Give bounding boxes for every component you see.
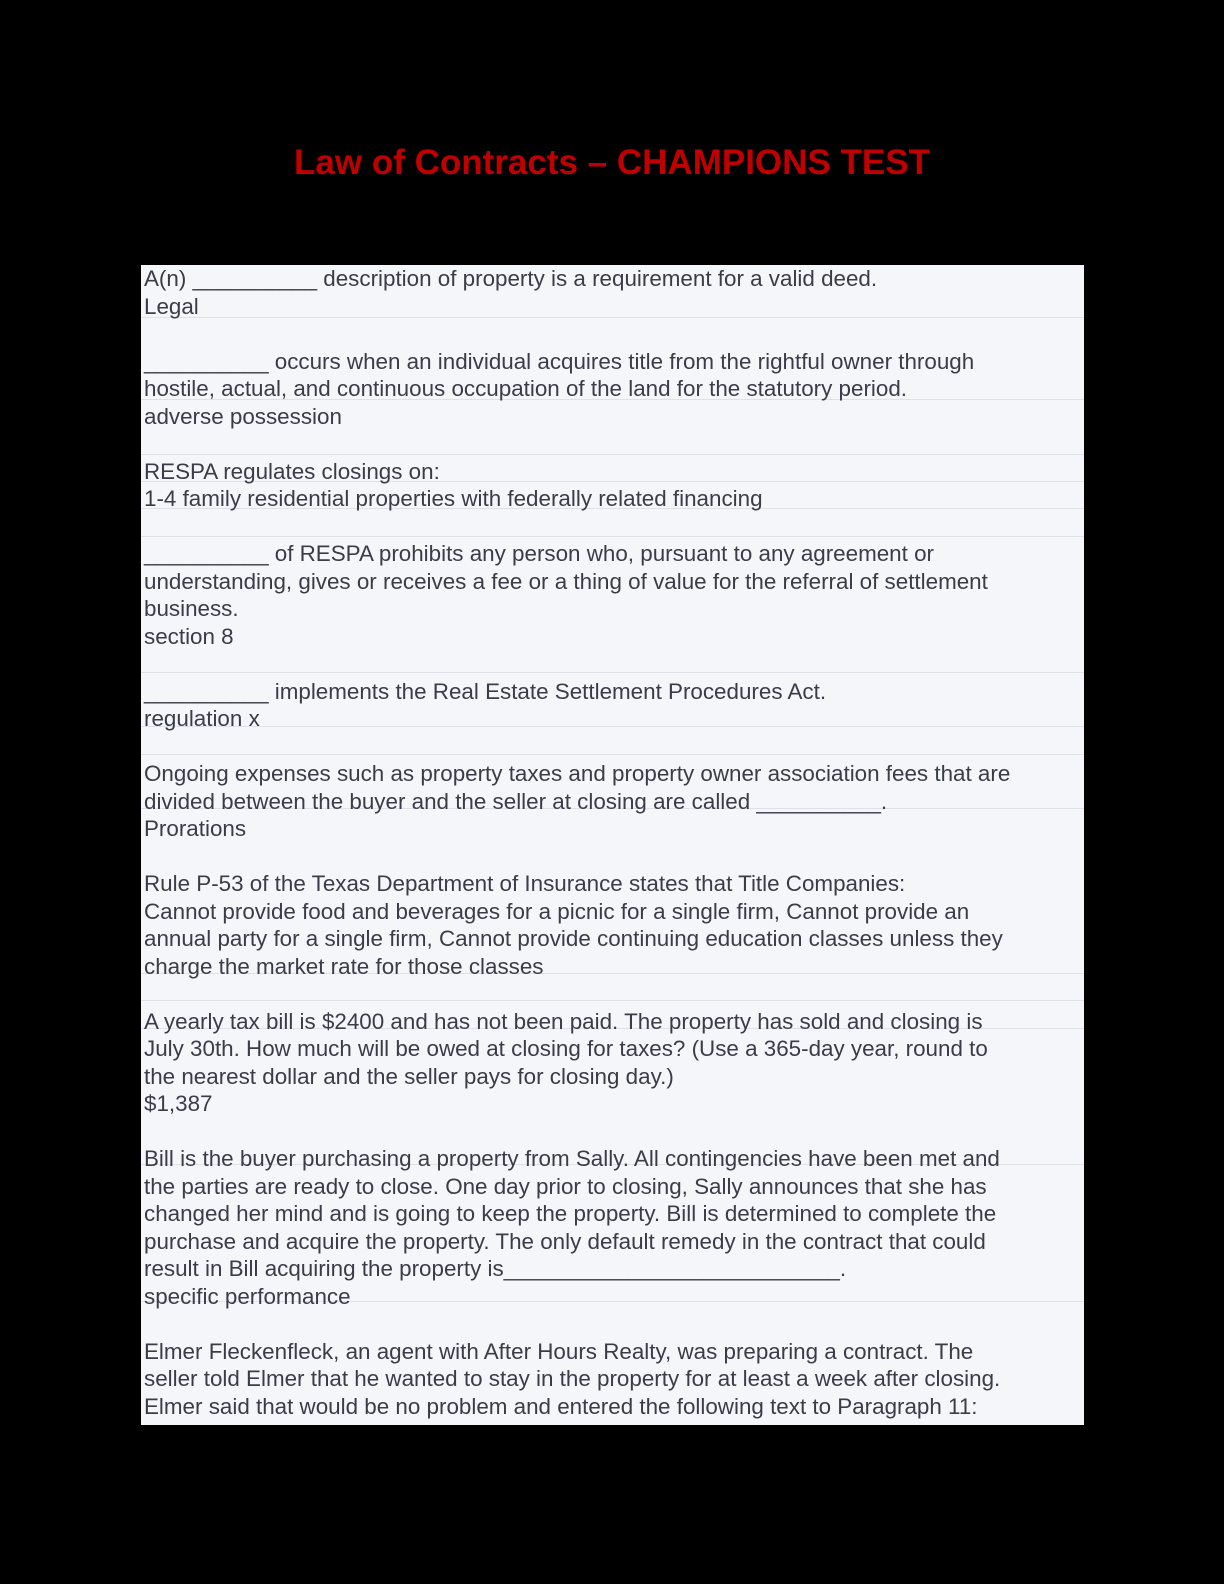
question-text [144,1338,1080,1421]
question-line: July 30th. How much will be owed at closing for taxes? (Use a 365-day year, round to [144,1036,988,1061]
answer-text [144,1283,1080,1311]
answer-line: Cannot provide food and beverages for a picnic for a single firm, Cannot provide an [144,898,970,924]
question-line: Rule P-53 of the Texas Department of Insurance states that Title Companies: [144,871,906,896]
answer-line: section 8 [144,623,234,649]
answer-text [144,705,1080,733]
question-line: the nearest dollar and the seller pays for closing day.) [144,1063,674,1089]
question-item [144,265,1080,320]
question-line: result in Bill acquiring the property is___________________________. [144,1256,847,1281]
question-line: business. [144,596,239,621]
question-line: Ongoing expenses such as property taxes and property owner association fees that are [144,761,1011,786]
answer-line: adverse possession [144,403,342,429]
question-line: Elmer said that would be no problem and entered the following text to Paragraph 11: [144,1393,978,1419]
answer-text [144,1090,1080,1118]
question-item [144,1338,1080,1421]
question-item [144,1145,1080,1310]
answer-text [144,898,1080,981]
question-line: divided between the buyer and the seller at closing are called __________. [144,788,888,814]
question-line: A yearly tax bill is $2400 and has not been paid. The property has sold and closing is [144,1008,983,1034]
answer-line: 1-4 family residential properties with federally related financing [144,486,763,511]
question-line: changed her mind and is going to keep the property. Bill is determined to complete the [144,1201,997,1226]
question-line: A(n) __________ description of property is a requirement for a valid deed. [144,266,878,291]
answer-line: Legal [144,293,199,319]
question-line: hostile, actual, and continuous occupation of the land for the statutory period. [144,376,908,401]
question-text [144,1145,1080,1283]
answer-line: charge the market rate for those classes [144,953,544,979]
question-text [144,1008,1080,1091]
answer-text [144,485,1080,513]
question-text [144,458,1080,486]
question-text [144,678,1080,706]
answer-line: Prorations [144,816,247,841]
question-line: the parties are ready to close. One day prior to closing, Sally announces that she has [144,1173,987,1199]
question-text [144,348,1080,403]
answer-line: specific performance [144,1283,351,1309]
question-text [144,265,1080,293]
question-line: RESPA regulates closings on: [144,458,440,484]
question-line: __________ implements the Real Estate Settlement Procedures Act. [144,678,827,704]
question-item [144,678,1080,733]
answer-text [144,293,1080,321]
question-line: __________ of RESPA prohibits any person who, pursuant to any agreement or [144,541,934,566]
question-item [144,348,1080,431]
question-line: understanding, gives or receives a fee or a thing of value for the referral of settlement [144,568,988,594]
question-line: seller told Elmer that he wanted to stay in the property for at least a week after closing. [144,1366,1001,1391]
answer-text [144,815,1080,843]
question-item [144,1008,1080,1118]
answer-line: $1,387 [144,1091,213,1116]
question-line: Elmer Fleckenfleck, an agent with After Hours Realty, was preparing a contract. The [144,1338,974,1364]
question-text [144,540,1080,623]
question-answer-panel [141,265,1084,1425]
question-text [144,870,1080,898]
answer-line: annual party for a single firm, Cannot provide continuing education classes unless they [144,926,1003,951]
question-line: purchase and acquire the property. The only default remedy in the contract that could [144,1228,986,1254]
question-line: __________ occurs when an individual acquires title from the rightful owner through [144,348,975,374]
question-item [144,870,1080,980]
answer-text [144,623,1080,651]
question-list [144,265,1080,1425]
document-title: Law of Contracts – CHAMPIONS TEST [294,143,930,182]
question-item [144,540,1080,650]
question-line: Bill is the buyer purchasing a property from Sally. All contingencies have been met and [144,1146,1000,1171]
answer-text [144,403,1080,431]
question-item [144,458,1080,513]
question-item [144,760,1080,843]
question-text [144,760,1080,815]
answer-line: regulation x [144,706,260,731]
